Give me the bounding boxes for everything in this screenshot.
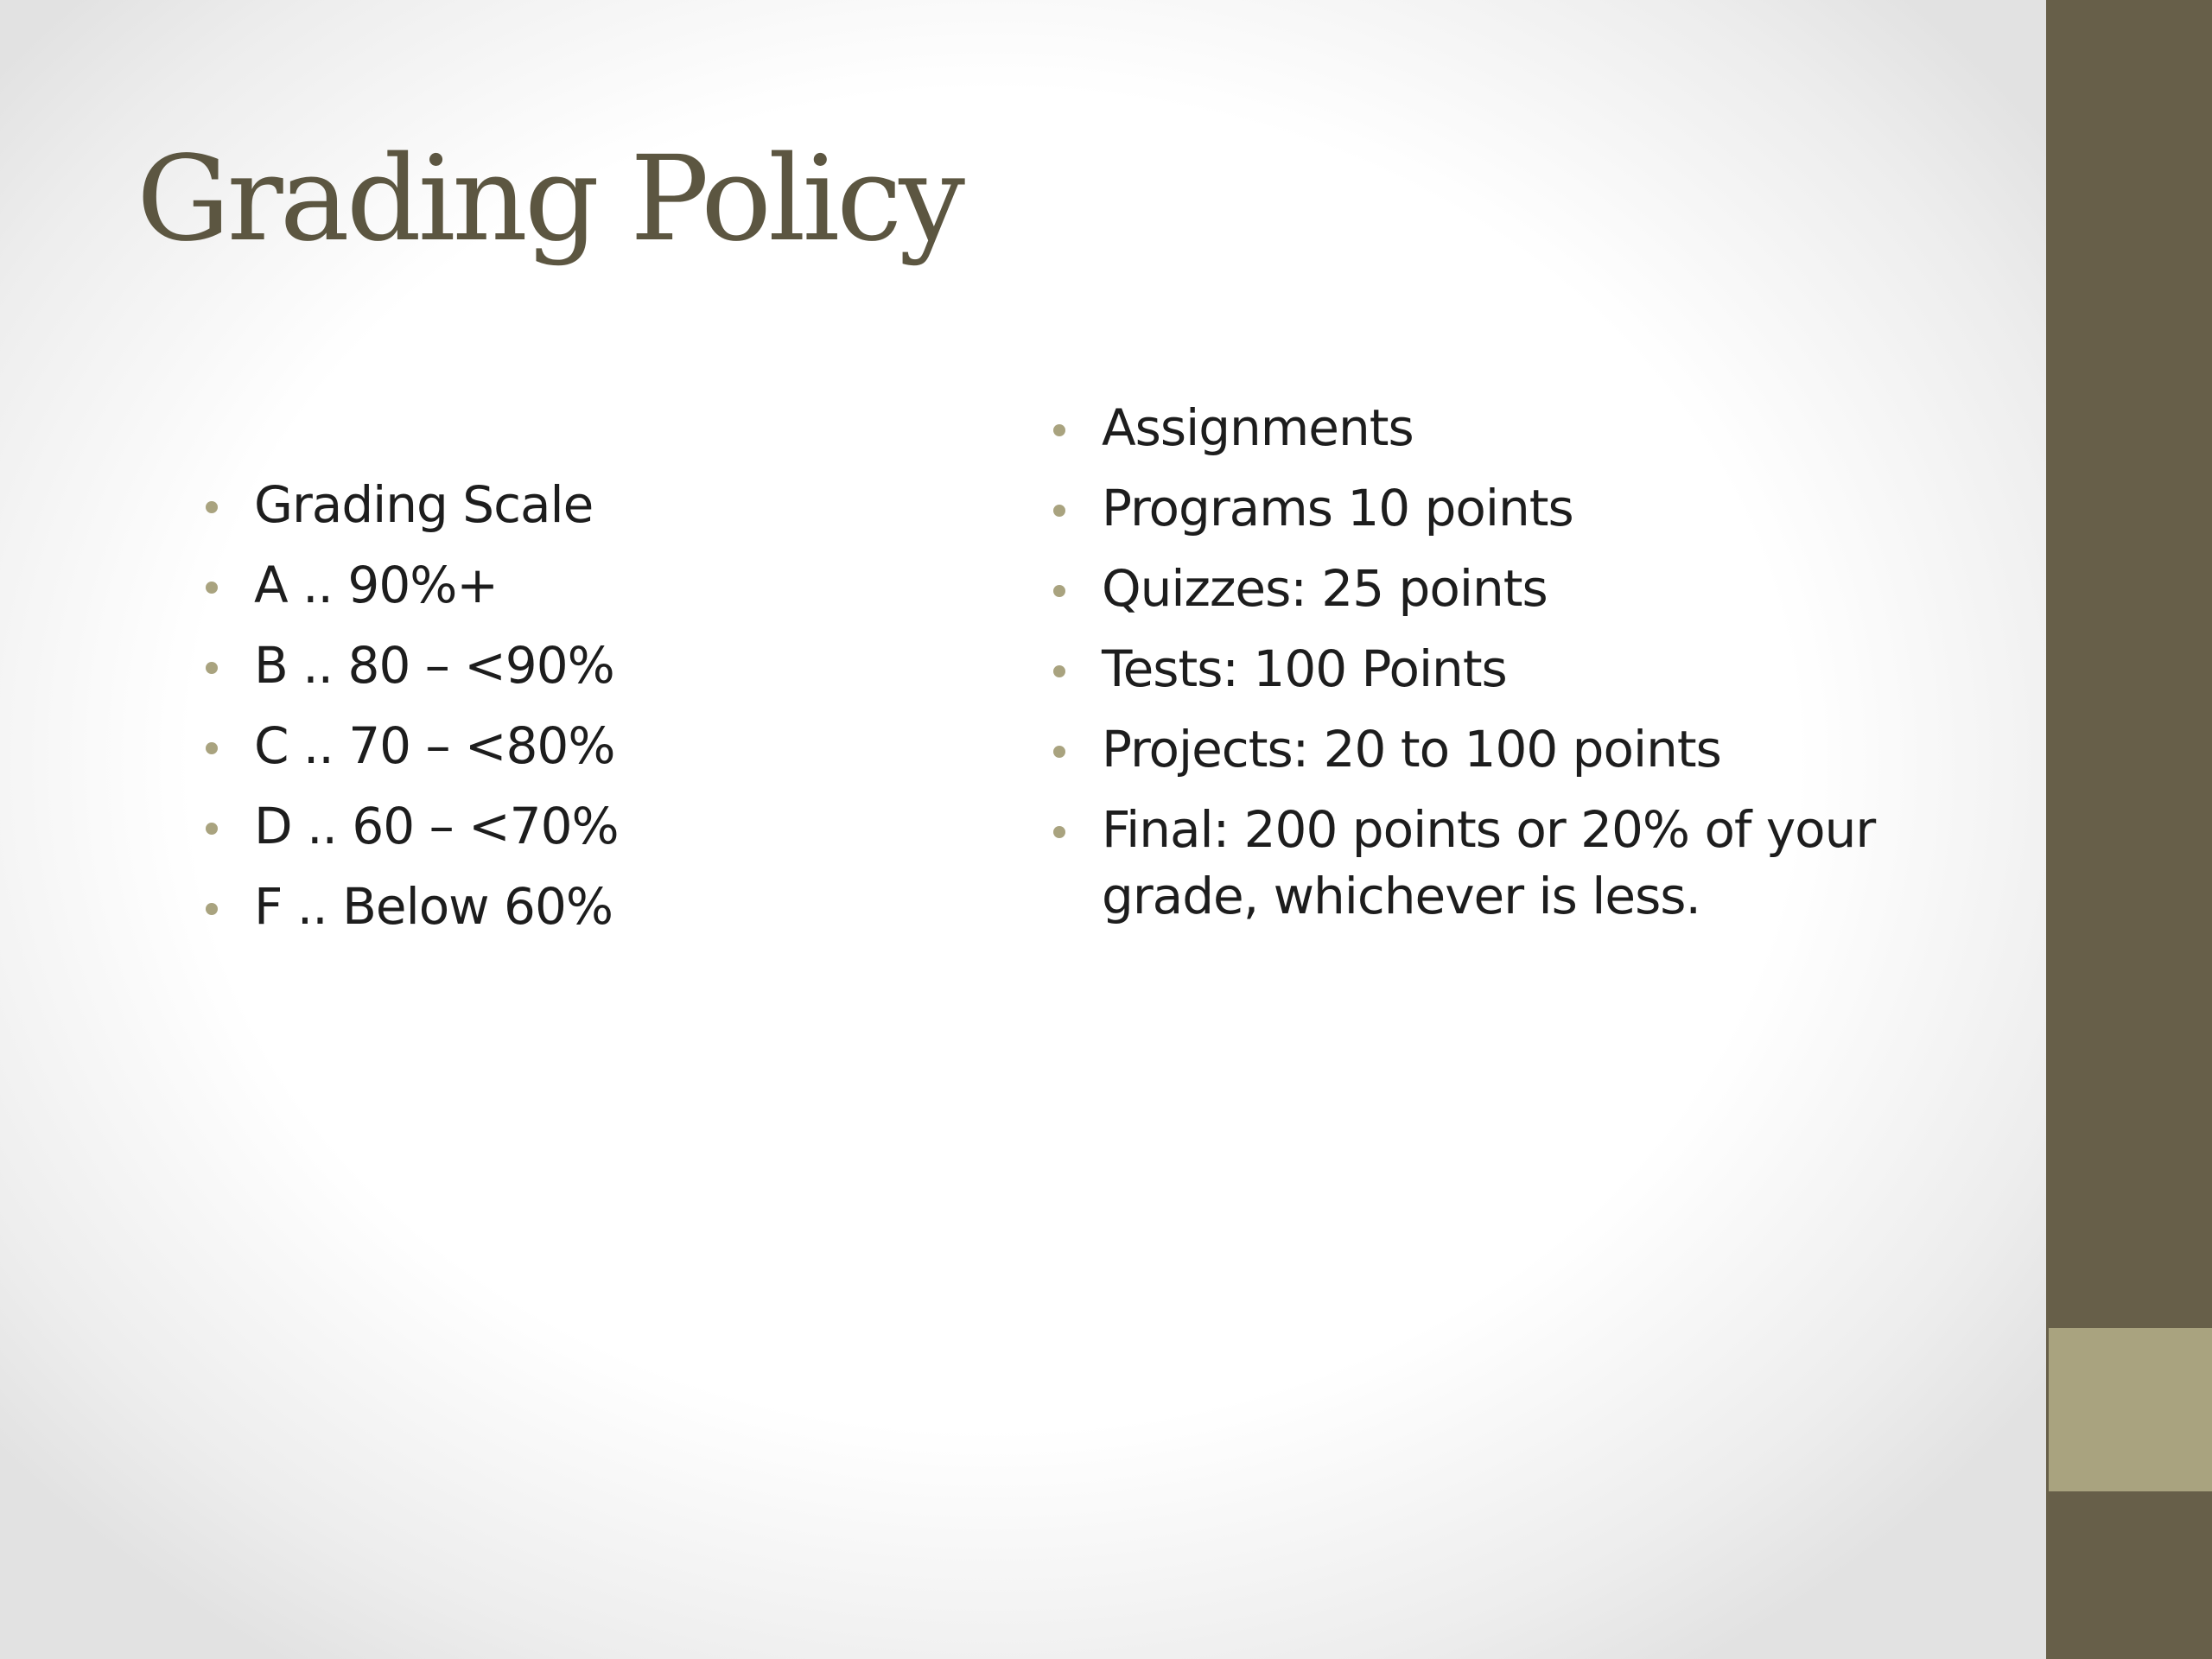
bullet-icon (1053, 505, 1065, 517)
list-item (1046, 475, 1910, 542)
list-item-text: B .. 80 – <90% (254, 636, 614, 695)
list-item (1046, 556, 1910, 622)
list-item (1046, 636, 1910, 702)
list-item-text: Assignments (1102, 398, 1414, 457)
list-item (199, 552, 855, 619)
assignments-list (1046, 395, 1910, 944)
bullet-icon (1053, 826, 1065, 838)
list-item-text: D .. 60 – <70% (254, 797, 619, 855)
list-item-text: Final: 200 points or 20% of your grade, whichever is less. (1102, 800, 1876, 925)
bullet-icon (206, 903, 218, 915)
slide-title: Grading Policy (137, 131, 963, 268)
list-item (199, 632, 855, 699)
list-item-text: Tests: 100 Points (1102, 639, 1507, 698)
list-item (199, 874, 855, 940)
list-item-text: F .. Below 60% (254, 877, 613, 936)
bullet-icon (206, 742, 218, 754)
bullet-icon (1053, 746, 1065, 758)
list-item-text: Projects: 20 to 100 points (1102, 720, 1721, 779)
list-item (199, 472, 855, 538)
list-item (1046, 716, 1910, 783)
list-item-text: Grading Scale (254, 475, 594, 534)
bullet-icon (206, 662, 218, 674)
bullet-icon (1053, 585, 1065, 597)
bullet-icon (206, 823, 218, 835)
list-item (199, 713, 855, 779)
list-item (1046, 395, 1910, 461)
sidebar-accent-block (2049, 1328, 2212, 1491)
list-item-text: Programs 10 points (1102, 479, 1573, 537)
bullet-icon (206, 582, 218, 594)
list-item-text: A .. 90%+ (254, 556, 498, 614)
list-item (1046, 797, 1910, 930)
list-item (199, 793, 855, 860)
grading-scale-list (199, 472, 855, 954)
bullet-icon (1053, 665, 1065, 677)
bullet-icon (206, 501, 218, 513)
list-item-text: C .. 70 – <80% (254, 716, 615, 775)
bullet-icon (1053, 424, 1065, 436)
list-item-text: Quizzes: 25 points (1102, 559, 1548, 618)
